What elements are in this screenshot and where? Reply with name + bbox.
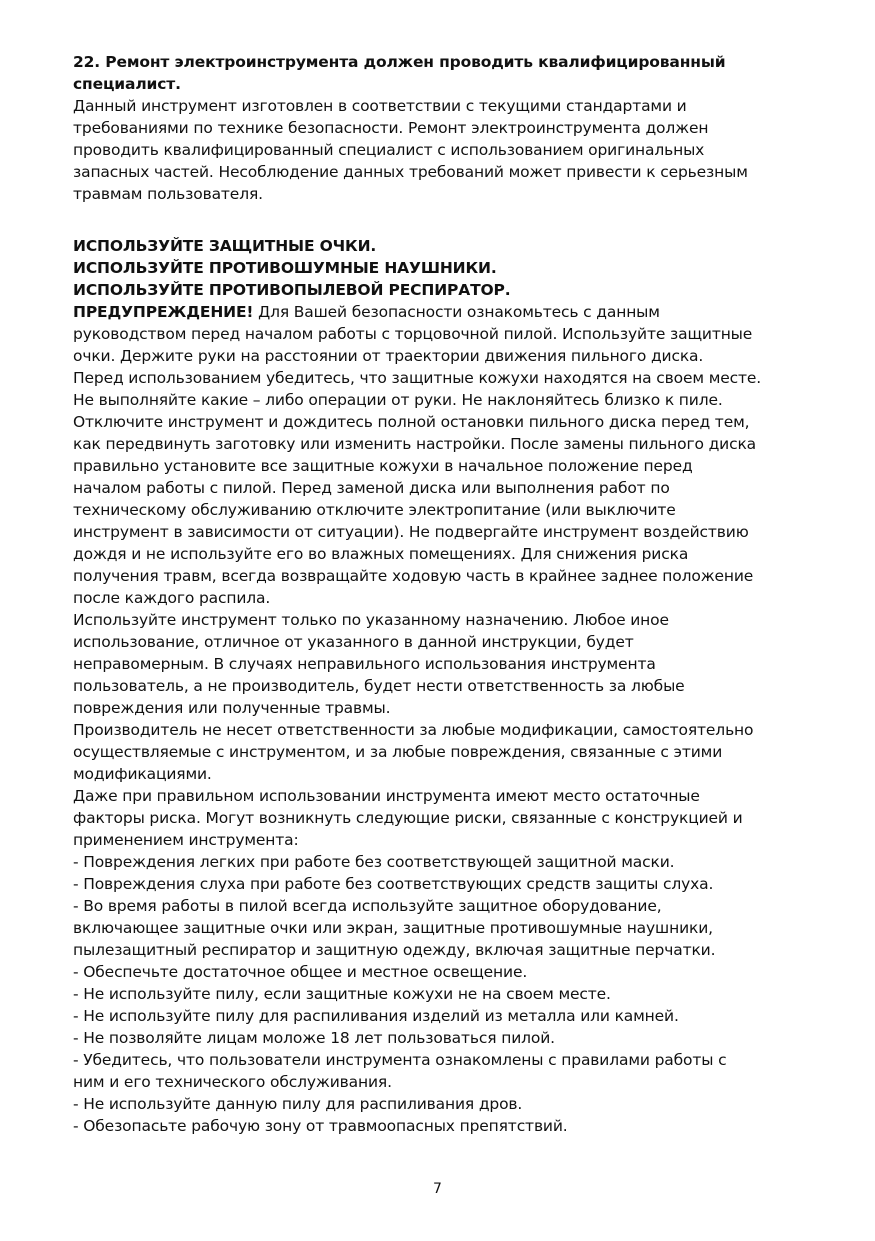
warning-line: факторы риска. Могут возникнуть следующие риски, связанные с конструкцией и	[73, 809, 743, 827]
body-line: требованиями по технике безопасности. Ремонт электроинструмента должен	[73, 119, 709, 137]
warning-lines	[73, 323, 808, 1137]
warning-line: - Обезопасьте рабочую зону от травмоопасных препятствий.	[73, 1117, 568, 1135]
warning-label: ПРЕДУПРЕЖДЕНИЕ!	[73, 303, 254, 321]
warning-line: - Во время работы в пилой всегда используйте защитное оборудование,	[73, 897, 662, 915]
warning-line: включающее защитные очки или экран, защитные противошумные наушники,	[73, 919, 713, 937]
warning-line: - Повреждения слуха при работе без соответствующих средств защиты слуха.	[73, 875, 714, 893]
warning-line: пылезащитный респиратор и защитную одежду, включая защитные перчатки.	[73, 941, 716, 959]
section-22-heading	[73, 51, 808, 95]
body-line: Данный инструмент изготовлен в соответствии с текущими стандартами и	[73, 97, 687, 115]
warning-line: после каждого распила.	[73, 589, 271, 607]
warning-line: ним и его технического обслуживания.	[73, 1073, 392, 1091]
heading-line: 22. Ремонт электроинструмента должен проводить квалифицированный	[73, 53, 726, 71]
warning-line: инструмент в зависимости от ситуации). Не подвергайте инструмент воздействию	[73, 523, 749, 541]
warning-line: получения травм, всегда возвращайте ходовую часть в крайнее заднее положение	[73, 567, 754, 585]
warning-line: - Не используйте данную пилу для распиливания дров.	[73, 1095, 523, 1113]
warning-line: осуществляемые с инструментом, и за любые повреждения, связанные с этими	[73, 743, 723, 761]
warning-line: правильно установите все защитные кожухи в начальное положение перед	[73, 457, 693, 475]
page-number: 7	[433, 1181, 442, 1197]
warning-line: - Обеспечьте достаточное общее и местное освещение.	[73, 963, 528, 981]
warning-line: - Не используйте пилу для распиливания изделий из металла или камней.	[73, 1007, 679, 1025]
warning-line: - Не используйте пилу, если защитные кожухи не на своем месте.	[73, 985, 611, 1003]
warning-line: Отключите инструмент и дождитесь полной остановки пильного диска перед тем,	[73, 413, 750, 431]
warning-line: Перед использованием убедитесь, что защитные кожухи находятся на своем месте.	[73, 369, 762, 387]
warning-line: модификациями.	[73, 765, 212, 783]
section-22-body	[73, 95, 808, 205]
safety-heading-respirator: ИСПОЛЬЗУЙТЕ ПРОТИВОПЫЛЕВОЙ РЕСПИРАТОР.	[73, 281, 511, 299]
warning-first-line-text: Для Вашей безопасности ознакомьтесь с данным	[253, 303, 660, 321]
warning-line: как передвинуть заготовку или изменить настройки. После замены пильного диска	[73, 435, 757, 453]
warning-line: применением инструмента:	[73, 831, 299, 849]
warning-line: Даже при правильном использовании инструмента имеют место остаточные	[73, 787, 700, 805]
warning-line: техническому обслуживанию отключите электропитание (или выключите	[73, 501, 676, 519]
safety-heading-earmuffs: ИСПОЛЬЗУЙТЕ ПРОТИВОШУМНЫЕ НАУШНИКИ.	[73, 259, 497, 277]
warning-line: - Убедитесь, что пользователи инструмента ознакомлены с правилами работы с	[73, 1051, 727, 1069]
safety-headings	[73, 235, 808, 301]
warning-line: Не выполняйте какие – либо операции от руки. Не наклоняйтесь близко к пиле.	[73, 391, 723, 409]
warning-line: - Повреждения легких при работе без соответствующей защитной маски.	[73, 853, 675, 871]
warning-line: началом работы с пилой. Перед заменой диска или выполнения работ по	[73, 479, 670, 497]
warning-line: дождя и не используйте его во влажных помещениях. Для снижения риска	[73, 545, 689, 563]
heading-line: специалист.	[73, 75, 181, 93]
warning-line: Производитель не несет ответственности за любые модификации, самостоятельно	[73, 721, 754, 739]
warning-block	[73, 301, 808, 1137]
section-gap	[73, 205, 808, 235]
warning-line: неправомерным. В случаях неправильного использования инструмента	[73, 655, 656, 673]
body-line: проводить квалифицированный специалист с использованием оригинальных	[73, 141, 705, 159]
warning-line: - Не позволяйте лицам моложе 18 лет пользоваться пилой.	[73, 1029, 555, 1047]
body-line: травмам пользователя.	[73, 185, 263, 203]
warning-line: повреждения или полученные травмы.	[73, 699, 391, 717]
warning-line: использование, отличное от указанного в данной инструкции, будет	[73, 633, 634, 651]
document-page	[73, 51, 808, 1137]
warning-line: очки. Держите руки на расстоянии от траектории движения пильного диска.	[73, 347, 704, 365]
warning-line: пользователь, а не производитель, будет нести ответственность за любые	[73, 677, 685, 695]
body-line: запасных частей. Несоблюдение данных требований может привести к серьезным	[73, 163, 748, 181]
warning-first-line	[73, 301, 808, 323]
warning-line: руководством перед началом работы с торцовочной пилой. Используйте защитные	[73, 325, 753, 343]
warning-line: Используйте инструмент только по указанному назначению. Любое иное	[73, 611, 669, 629]
safety-heading-goggles: ИСПОЛЬЗУЙТЕ ЗАЩИТНЫЕ ОЧКИ.	[73, 237, 377, 255]
